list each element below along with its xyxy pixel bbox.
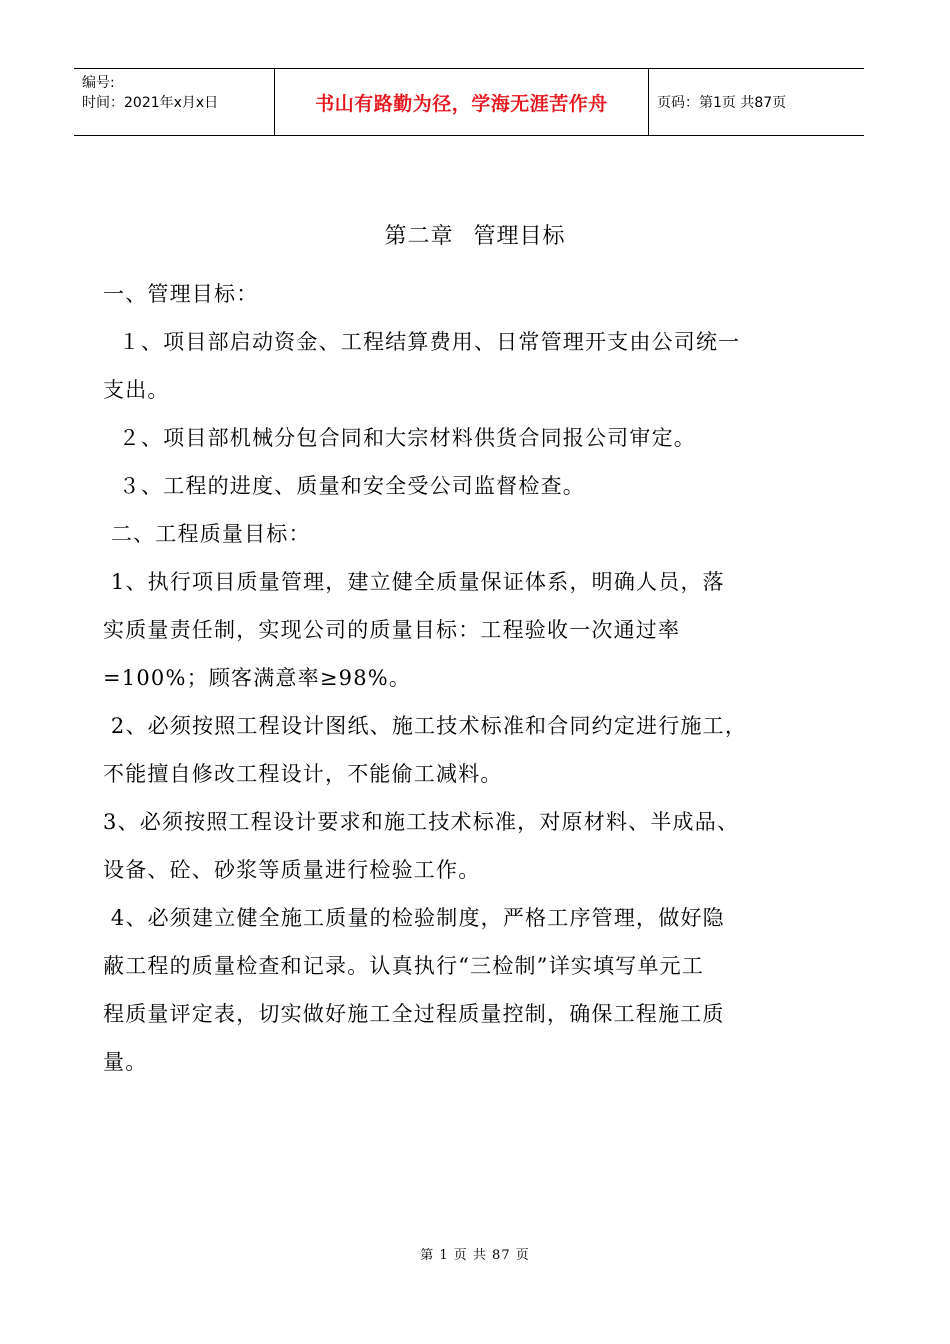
motto-text: 书山有路勤为径，学海无涯苦作舟 — [315, 92, 608, 115]
document-number-label: 编号: — [82, 75, 115, 91]
paragraph-line: １、项目部启动资金、工程结算费用、日常管理开支由公司统一 — [103, 330, 741, 354]
header-page-cell — [649, 69, 864, 135]
chapter-title: 第二章 管理目标 — [384, 224, 566, 249]
page-footer: 第 1 页 共 87 页 — [420, 1248, 530, 1263]
paragraph-line: ３、工程的进度、质量和安全受公司监督检查。 — [103, 474, 585, 498]
paragraph-line: ２、项目部机械分包合同和大宗材料供货合同报公司审定。 — [103, 426, 696, 450]
paragraph-line: 不能擅自修改工程设计，不能偷工减料。 — [103, 762, 503, 786]
paragraph-line: 一、管理目标： — [103, 282, 259, 306]
paragraph-line: 支出。 — [103, 378, 170, 402]
paragraph-line: 2、必须按照工程设计图纸、施工技术标准和合同约定进行施工， — [103, 714, 748, 738]
header-info-cell — [74, 69, 275, 135]
paragraph-line: =100%；顾客满意率≥98%。 — [103, 666, 412, 690]
header-table — [74, 68, 864, 136]
paragraph-line: 程质量评定表，切实做好施工全过程质量控制，确保工程施工质 — [103, 1002, 725, 1026]
paragraph-line: 3、必须按照工程设计要求和施工技术标准，对原材料、半成品、 — [103, 810, 740, 834]
document-time-label: 时间：2021年x月x日 — [82, 95, 219, 111]
paragraph-line: 4、必须建立健全施工质量的检验制度，严格工序管理，做好隐 — [103, 906, 725, 930]
paragraph-line: 二、工程质量目标： — [103, 522, 311, 546]
paragraph-line: 实质量责任制，实现公司的质量目标：工程验收一次通过率 — [103, 618, 681, 642]
document-body — [103, 270, 838, 1086]
paragraph-line: 蔽工程的质量检查和记录。认真执行“三检制”详实填写单元工 — [103, 954, 705, 978]
page-code-text: 页码：第1页 共87页 — [657, 95, 787, 111]
paragraph-line: 1、执行项目质量管理，建立健全质量保证体系，明确人员，落 — [103, 570, 725, 594]
header-motto-cell — [275, 69, 649, 135]
paragraph-line: 量。 — [103, 1050, 148, 1074]
paragraph-line: 设备、砼、砂浆等质量进行检验工作。 — [103, 858, 481, 882]
